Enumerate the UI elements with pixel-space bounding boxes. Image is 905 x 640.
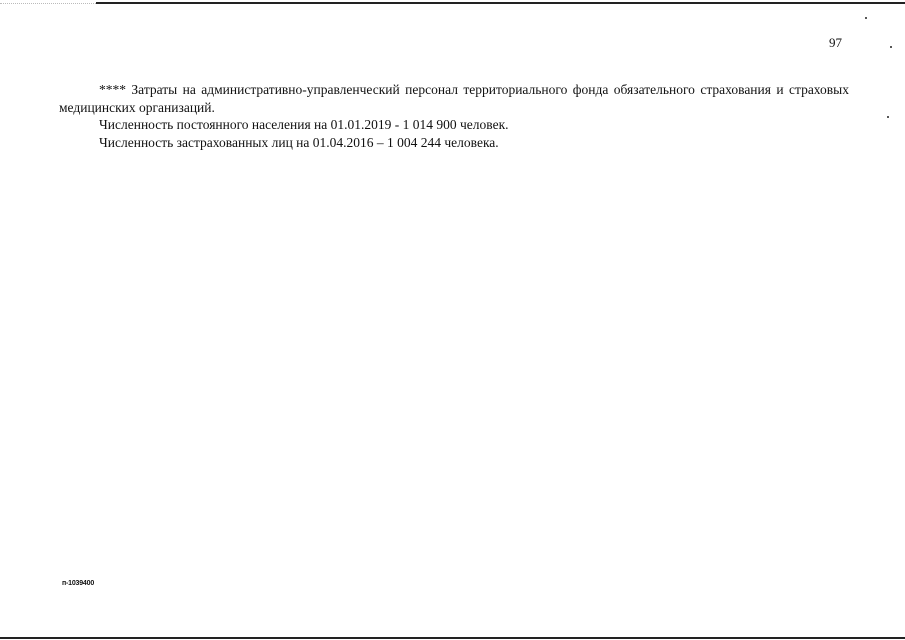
population-paragraph: Численность постоянного населения на 01.01.2019 - 1 014 900 человек. xyxy=(99,117,509,132)
scan-speck xyxy=(887,116,889,118)
page-number: 97 xyxy=(829,35,842,50)
bottom-border xyxy=(0,637,905,639)
footnote-paragraph: **** Затраты на административно-управленческий персонал территориального фонда обязательного страхования и страховых медицинских организаций. xyxy=(59,82,849,115)
insured-paragraph: Численность застрахованных лиц на 01.04.2016 – 1 004 244 человека. xyxy=(99,134,499,150)
top-border-faint xyxy=(0,3,96,4)
footnote-text xyxy=(59,81,849,151)
scan-speck xyxy=(890,46,892,48)
scan-speck xyxy=(865,17,867,19)
document-code: п-1039400 xyxy=(62,580,95,587)
top-border xyxy=(96,2,905,4)
